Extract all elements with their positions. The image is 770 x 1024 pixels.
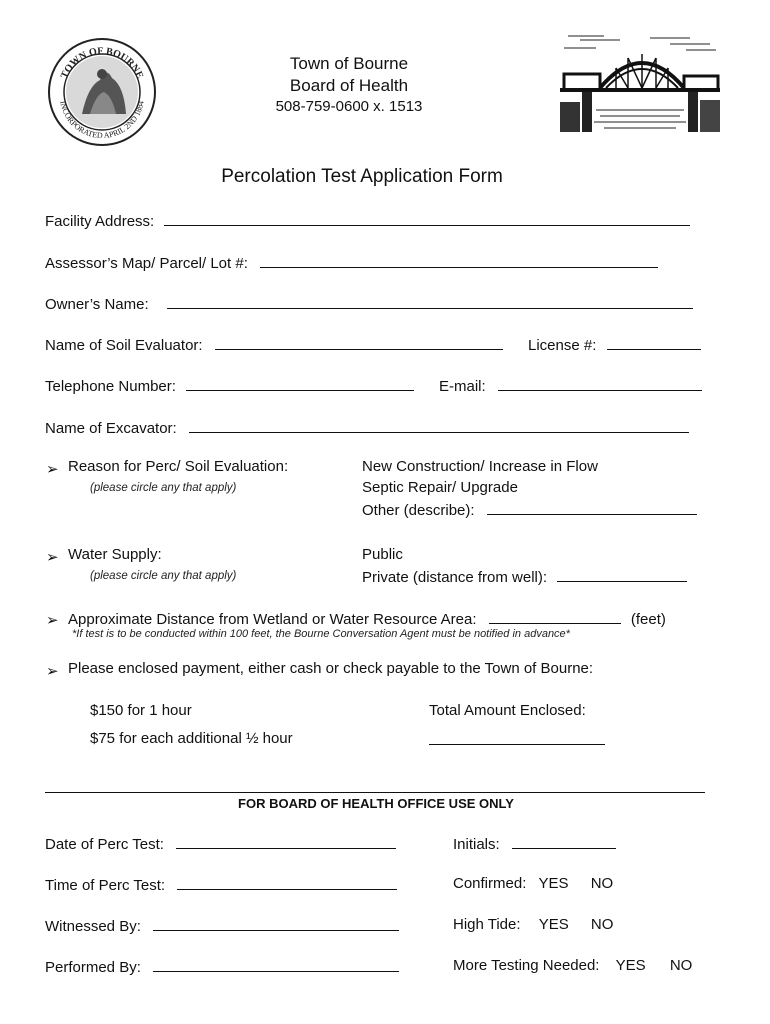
initials-row <box>453 834 616 853</box>
more-testing-label: More Testing Needed: <box>453 957 600 974</box>
excavator-row <box>45 418 689 437</box>
telephone-field[interactable] <box>186 376 414 391</box>
water-private-row <box>362 567 687 586</box>
high-tide-row <box>453 916 613 933</box>
reason-other-field[interactable] <box>487 500 697 515</box>
more-testing-no-option[interactable]: NO <box>669 957 693 974</box>
header-town-name: Town of Bourne <box>289 54 409 73</box>
svg-text:TOWN OF BOURNE: TOWN OF BOURNE <box>58 45 146 81</box>
reason-bullet-icon: ➢ <box>46 461 59 478</box>
initials-label: Initials: <box>453 836 500 853</box>
performed-label: Performed By: <box>45 959 141 976</box>
high-tide-no-option[interactable]: NO <box>590 916 614 933</box>
payment-label: Please enclosed payment, either cash or check payable to the Town of Bourne: <box>68 660 594 677</box>
payment-bullet-icon: ➢ <box>46 663 59 680</box>
water-supply-label: Water Supply: <box>68 546 162 563</box>
reason-option-other[interactable]: Other (describe): <box>362 502 475 519</box>
more-testing-yes-option[interactable]: YES <box>615 957 646 974</box>
confirmed-no-option[interactable]: NO <box>590 875 614 892</box>
high-tide-yes-option[interactable]: YES <box>538 916 569 933</box>
excavator-field[interactable] <box>189 418 689 433</box>
perc-date-field[interactable] <box>176 834 396 849</box>
water-option-private[interactable]: Private (distance from well): <box>362 569 548 586</box>
soil-evaluator-label: Name of Soil Evaluator: <box>45 337 203 354</box>
distance-field[interactable] <box>489 609 621 624</box>
license-label: License #: <box>528 337 597 354</box>
distance-bullet-icon: ➢ <box>46 612 59 629</box>
facility-address-label: Facility Address: <box>45 213 155 230</box>
svg-text:INCORPORATED APRIL 2ND 1884: INCORPORATED APRIL 2ND 1884 <box>58 100 146 141</box>
email-field[interactable] <box>498 376 702 391</box>
witnessed-label: Witnessed By: <box>45 918 141 935</box>
reason-note: (please circle any that apply) <box>90 482 237 494</box>
reason-option-new-construction[interactable]: New Construction/ Increase in Flow <box>362 458 598 475</box>
email-row <box>439 376 702 395</box>
confirmed-yes-option[interactable]: YES <box>538 875 569 892</box>
confirmed-row <box>453 875 613 892</box>
bridge-illustration <box>560 30 720 134</box>
well-distance-field[interactable] <box>557 567 687 582</box>
header-board-name: Board of Health <box>289 76 409 95</box>
facility-address-field[interactable] <box>164 211 690 226</box>
perc-time-row <box>45 875 397 894</box>
assessor-field[interactable] <box>260 253 658 268</box>
distance-note: *If test is to be conducted within 100 feet, the Bourne Conversation Agent must be notified in advance* <box>72 628 570 640</box>
distance-unit: (feet) <box>630 611 666 628</box>
total-amount-field[interactable] <box>429 730 605 745</box>
confirmed-label: Confirmed: <box>453 875 527 892</box>
excavator-label: Name of Excavator: <box>45 420 177 437</box>
telephone-label: Telephone Number: <box>45 378 176 395</box>
license-row <box>528 335 701 354</box>
perc-date-row <box>45 834 396 853</box>
soil-evaluator-field[interactable] <box>215 335 503 350</box>
email-label: E-mail: <box>439 378 486 395</box>
office-divider <box>45 792 705 793</box>
water-bullet-icon: ➢ <box>46 549 59 566</box>
header-phone: 508-759-0600 x. 1513 <box>275 98 423 115</box>
assessor-row <box>45 253 658 272</box>
witnessed-field[interactable] <box>153 916 399 931</box>
distance-label: Approximate Distance from Wetland or Water Resource Area: <box>68 611 477 628</box>
facility-address-row <box>45 211 690 230</box>
owner-field[interactable] <box>167 294 693 309</box>
office-use-title: FOR BOARD OF HEALTH OFFICE USE ONLY <box>238 796 514 811</box>
witnessed-row <box>45 916 399 935</box>
reason-label: Reason for Perc/ Soil Evaluation: <box>68 458 289 475</box>
reason-other-row <box>362 500 697 519</box>
owner-row <box>45 294 693 313</box>
form-title: Percolation Test Application Form <box>221 166 503 187</box>
perc-time-label: Time of Perc Test: <box>45 877 166 894</box>
reason-option-septic-repair[interactable]: Septic Repair/ Upgrade <box>362 479 518 496</box>
fee-additional-half-hour: $75 for each additional ½ hour <box>90 730 293 747</box>
assessor-label: Assessor’s Map/ Parcel/ Lot #: <box>45 255 248 272</box>
license-field[interactable] <box>607 335 701 350</box>
telephone-row <box>45 376 414 395</box>
water-option-public[interactable]: Public <box>362 546 403 563</box>
total-amount-label: Total Amount Enclosed: <box>429 702 586 719</box>
distance-row <box>68 609 666 628</box>
performed-field[interactable] <box>153 957 399 972</box>
perc-date-label: Date of Perc Test: <box>45 836 164 853</box>
water-supply-note: (please circle any that apply) <box>90 570 237 582</box>
performed-row <box>45 957 399 976</box>
more-testing-row <box>453 957 692 974</box>
initials-field[interactable] <box>512 834 616 849</box>
owner-label: Owner’s Name: <box>45 296 149 313</box>
high-tide-label: High Tide: <box>453 916 521 933</box>
soil-evaluator-row <box>45 335 503 354</box>
fee-one-hour: $150 for 1 hour <box>90 702 192 719</box>
perc-time-field[interactable] <box>177 875 397 890</box>
